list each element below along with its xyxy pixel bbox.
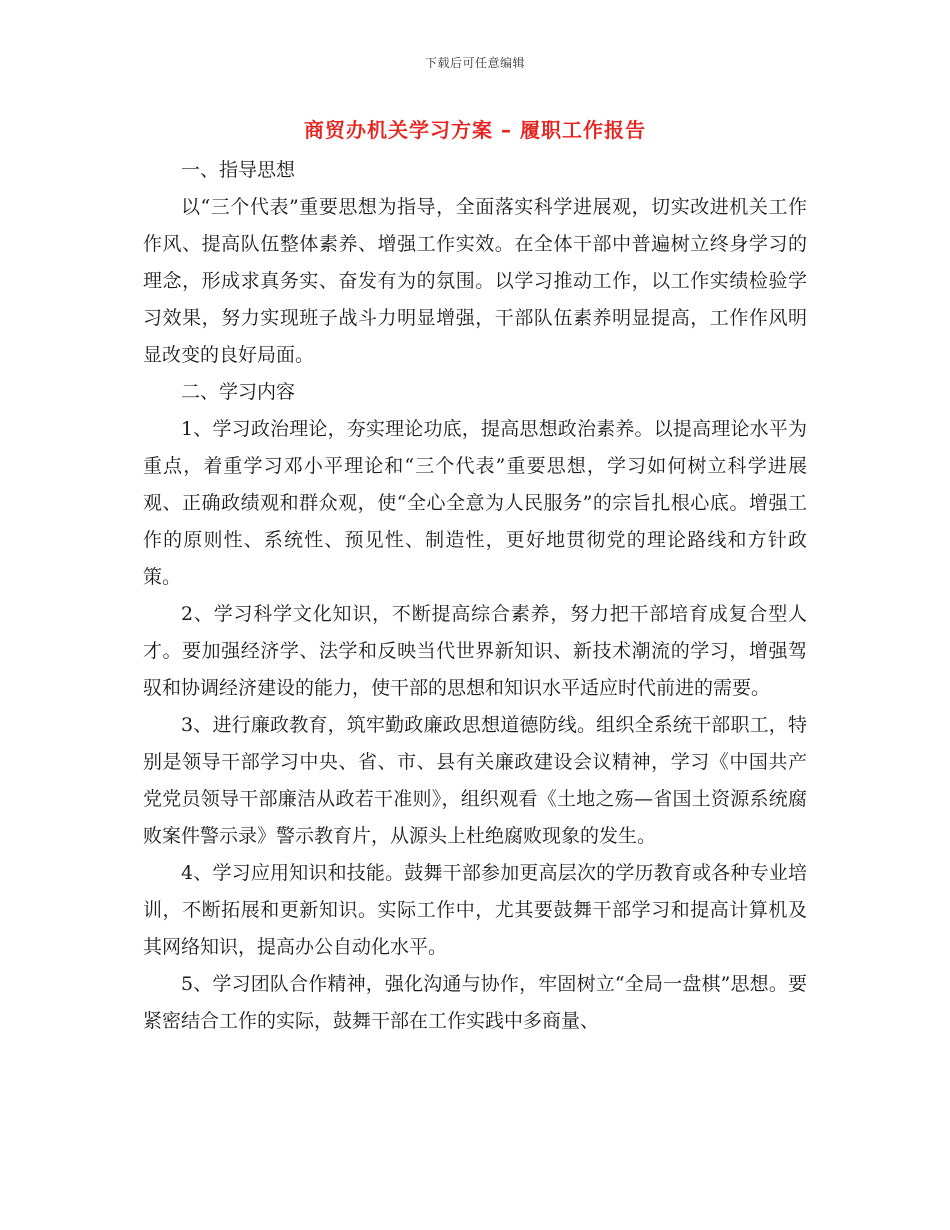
paragraph-item-4: 4、学习应用知识和技能。鼓舞干部参加更高层次的学历教育或各种专业培训，不断拓展和更新知识。实际工作中，尤其要鼓舞干部学习和提高计算机及其网络知识，提高办公自动化水平。 — [143, 862, 807, 958]
paragraph-guiding-thought: 以“三个代表”重要思想为指导，全面落实科学进展观，切实改进机关工作作风、提高队伍整体素养、增强工作实效。在全体干部中普遍树立终身学习的理念，形成求真务实、奋发有为的氛围。以学习推动工作，以工作实绩检验学习效果，努力实现班子战斗力明显增强，干部队伍素养明显提高，工作作风明显改变的良好局面。 — [143, 196, 807, 366]
section-heading-guiding-thought: 一、指导思想 — [181, 159, 296, 181]
page-header-note: 下载后可任意编辑 — [424, 56, 525, 70]
paragraph-item-2: 2、学习科学文化知识，不断提高综合素养，努力把干部培育成复合型人才。要加强经济学、法学和反映当代世界新知识、新技术潮流的学习，增强驾驭和协调经济建设的能力，使干部的思想和知识水平适应时代前进的需要。 — [143, 603, 807, 699]
document-title: 商贸办机关学习方案 – 履职工作报告 — [304, 118, 646, 142]
section-heading-study-content: 二、学习内容 — [181, 381, 296, 403]
document-body — [143, 152, 807, 1040]
paragraph-item-1: 1、学习政治理论，夯实理论功底，提高思想政治素养。以提高理论水平为重点，着重学习邓小平理论和“三个代表”重要思想，学习如何树立科学进展观、正确政绩观和群众观，使“全心全意为人民服务”的宗旨扎根心底。增强工作的原则性、系统性、预见性、制造性，更好地贯彻党的理论路线和方针政策。 — [143, 418, 807, 588]
paragraph-item-5: 5、学习团队合作精神，强化沟通与协作，牢固树立“全局一盘棋”思想。要紧密结合工作的实际，鼓舞干部在工作实践中多商量、 — [143, 973, 807, 1032]
paragraph-item-3: 3、进行廉政教育，筑牢勤政廉政思想道德防线。组织全系统干部职工，特别是领导干部学习中央、省、市、县有关廉政建设会议精神，学习《中国共产党党员领导干部廉洁从政若干准则》，组织观看《土地之殇—省国土资源系统腐败案件警示录》警示教育片，从源头上杜绝腐败现象的发生。 — [143, 714, 807, 847]
